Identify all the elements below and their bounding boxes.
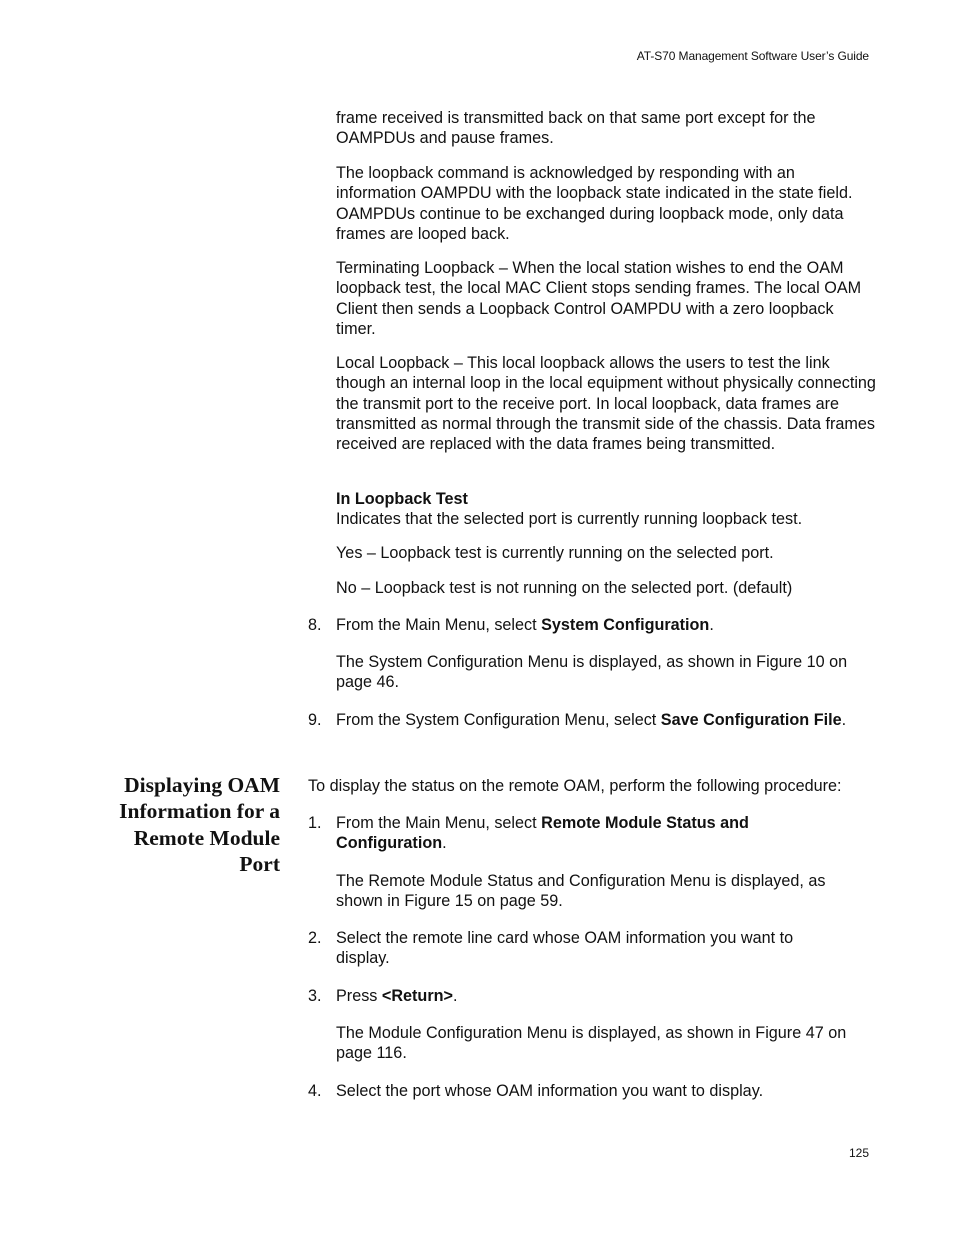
step-1-note: The Remote Module Status and Configuration Menu is displayed, as shown in Figure 15 on page 59. xyxy=(336,872,826,911)
step-number: 9. xyxy=(308,711,322,729)
in-loopback-no: No – Loopback test is not running on the selected port. (default) xyxy=(336,579,793,597)
step-number: 1. xyxy=(308,814,322,832)
step-text: From the Main Menu, select System Configuration. xyxy=(336,616,714,634)
running-header: AT-S70 Management Software User’s Guide xyxy=(636,49,869,63)
step-number: 8. xyxy=(308,616,322,634)
step-3-note: The Module Configuration Menu is displayed, as shown in Figure 47 on page 116. xyxy=(336,1024,847,1063)
step-number: 2. xyxy=(308,929,322,947)
in-loopback-yes: Yes – Loopback test is currently running on the selected port. xyxy=(336,544,774,562)
paragraph-terminating-loopback: Terminating Loopback – When the local station wishes to end the OAM loopback test, the local MAC Client stops sending frames. The local OAM Client then sends a Loopback Control OAMPDU with a zero loopback timer. xyxy=(336,259,862,338)
step-text: Select the remote line card whose OAM information you want to display. xyxy=(336,929,794,968)
in-loopback-heading: In Loopback Test xyxy=(336,490,468,508)
step-number: 4. xyxy=(308,1082,322,1100)
step-text: Select the port whose OAM information you want to display. xyxy=(336,1082,764,1100)
step-number: 3. xyxy=(308,987,322,1005)
section-intro: To display the status on the remote OAM, perform the following procedure: xyxy=(308,777,842,795)
step-text: Press <Return>. xyxy=(336,987,458,1005)
paragraph-local-loopback: Local Loopback – This local loopback allows the users to test the link though an internal loop in the local equipment without physically connecting the transmit port to the receive port. In local loopback, data frames are transmitted as normal through the transmit side of the chassis. Data frames received are replaced with the data frames being transmitted. xyxy=(336,354,876,454)
step-text: From the System Configuration Menu, select Save Configuration File. xyxy=(336,711,847,729)
section-heading: Displaying OAM Information for a Remote Module Port xyxy=(119,773,280,876)
page-number: 125 xyxy=(848,1146,869,1160)
step-8-note: The System Configuration Menu is displayed, as shown in Figure 10 on page 46. xyxy=(336,653,848,692)
paragraph-loopback-command: The loopback command is acknowledged by responding with an information OAMPDU with the loopback state indicated in the state field. OAMPDUs continue to be exchanged during loopback mode, only data frames are looped back. xyxy=(336,164,853,243)
in-loopback-desc: Indicates that the selected port is currently running loopback test. xyxy=(336,510,803,529)
in-loopback-block xyxy=(336,489,876,530)
step-text: From the Main Menu, select Remote Module Status and Configuration. xyxy=(336,814,749,853)
paragraph-frame-received: frame received is transmitted back on that same port except for the OAMPDUs and pause frames. xyxy=(336,109,816,148)
